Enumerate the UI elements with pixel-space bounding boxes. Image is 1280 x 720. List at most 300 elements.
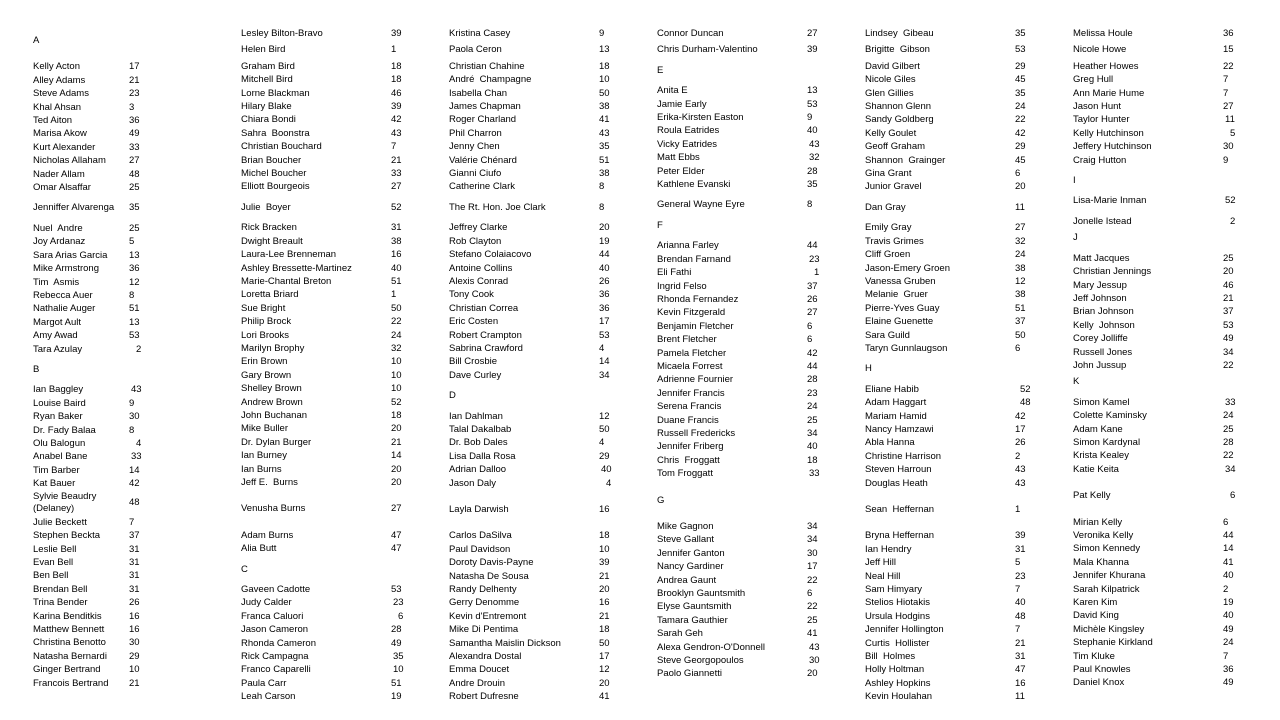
person-name: Jenny Chen bbox=[449, 141, 500, 153]
list-item bbox=[657, 533, 857, 546]
list-item bbox=[865, 302, 1065, 315]
list-item bbox=[241, 677, 441, 690]
entry-number: 22 bbox=[807, 601, 818, 613]
list-item bbox=[241, 201, 441, 214]
list-item bbox=[241, 113, 441, 126]
list-item bbox=[449, 262, 649, 275]
person-name: Glen Gillies bbox=[865, 87, 914, 99]
entry-number: 22 bbox=[391, 316, 402, 328]
entry-number: 39 bbox=[599, 557, 610, 569]
entry-number: 21 bbox=[129, 677, 140, 689]
entry-number: 43 bbox=[809, 641, 820, 653]
entry-number: 50 bbox=[391, 302, 402, 314]
person-name: Shannon Grainger bbox=[865, 154, 946, 166]
person-name: Steve Georgopoulos bbox=[657, 655, 744, 667]
list-item bbox=[449, 154, 649, 167]
list-item bbox=[657, 111, 857, 124]
person-name: Alexa Gendron-O'Donnell bbox=[657, 641, 765, 653]
person-name: David Gilbert bbox=[865, 60, 920, 72]
entry-number: 51 bbox=[1015, 302, 1026, 314]
list-item bbox=[1073, 140, 1273, 153]
entry-number: 40 bbox=[1223, 610, 1234, 622]
person-name: Dwight Breault bbox=[241, 235, 303, 247]
person-name: Brooklyn Gauntsmith bbox=[657, 588, 746, 600]
list-item bbox=[449, 355, 649, 368]
list-item bbox=[241, 140, 441, 153]
list-item bbox=[449, 450, 649, 463]
person-name: Holly Holtman bbox=[865, 664, 925, 676]
person-name: Tony Cook bbox=[449, 289, 494, 301]
person-name: Kelly Goulet bbox=[865, 127, 917, 139]
list-item bbox=[449, 201, 649, 214]
list-item bbox=[865, 463, 1065, 476]
entry-number: 5 bbox=[129, 236, 135, 248]
person-name: Simon Kamel bbox=[1073, 396, 1130, 408]
entry-number: 49 bbox=[1223, 333, 1234, 345]
list-item bbox=[657, 614, 857, 627]
entry-number: 19 bbox=[391, 691, 402, 703]
person-name: Ian Dahlman bbox=[449, 410, 503, 422]
person-name: Rick Bracken bbox=[241, 222, 297, 234]
person-name: Bryna Heffernan bbox=[865, 530, 935, 542]
list-item bbox=[33, 610, 233, 623]
entry-number: 6 bbox=[1015, 342, 1021, 354]
person-name: Serena Francis bbox=[657, 401, 722, 413]
list-item bbox=[657, 178, 857, 191]
entry-number: 38 bbox=[599, 168, 610, 180]
person-name: Marie-Chantal Breton bbox=[241, 275, 332, 287]
person-name: David King bbox=[1073, 610, 1119, 622]
entry-number: 1 bbox=[1015, 504, 1021, 515]
list-item bbox=[241, 342, 441, 355]
person-name: Brent Fletcher bbox=[657, 334, 717, 346]
person-name: Abla Hanna bbox=[865, 437, 915, 449]
person-name: Karina Benditkis bbox=[33, 610, 102, 622]
person-name: Ben Bell bbox=[33, 570, 69, 582]
person-name: Matt Jacques bbox=[1073, 252, 1130, 264]
person-name: Ian Burns bbox=[241, 463, 282, 475]
person-name: Lorne Blackman bbox=[241, 87, 310, 99]
entry-number: 25 bbox=[129, 222, 140, 234]
entry-number: 3 bbox=[129, 101, 135, 113]
person-name: Nicholas Allaham bbox=[33, 155, 106, 167]
entry-number: 12 bbox=[129, 276, 140, 288]
entry-number: 25 bbox=[129, 182, 140, 194]
person-name: Sue Bright bbox=[241, 302, 286, 314]
list-item bbox=[449, 43, 649, 56]
list-item bbox=[657, 373, 857, 386]
entry-number: 2 bbox=[1230, 215, 1236, 227]
list-item bbox=[241, 288, 441, 301]
list-item bbox=[865, 690, 1065, 703]
entry-number: 37 bbox=[1223, 306, 1234, 318]
entry-number: 20 bbox=[1015, 181, 1026, 193]
entry-number: 47 bbox=[1015, 664, 1026, 676]
person-name: Kevin Houlahan bbox=[865, 691, 933, 703]
entry-number: 26 bbox=[599, 275, 610, 287]
list-item bbox=[33, 87, 233, 100]
person-name: Daniel Knox bbox=[1073, 677, 1125, 689]
entry-number: 32 bbox=[809, 152, 820, 164]
person-name: Robert Crampton bbox=[449, 329, 522, 341]
entry-number: 50 bbox=[599, 87, 610, 99]
list-item bbox=[241, 409, 441, 422]
list-item bbox=[33, 424, 233, 437]
spacer bbox=[657, 57, 857, 64]
entry-number: 28 bbox=[807, 165, 818, 177]
list-item bbox=[33, 168, 233, 181]
section-letter: B bbox=[33, 363, 40, 375]
list-item bbox=[657, 320, 857, 333]
person-name: Francois Bertrand bbox=[33, 677, 109, 689]
list-item bbox=[657, 574, 857, 587]
list-item bbox=[33, 181, 233, 194]
person-name: Peter Elder bbox=[657, 165, 705, 177]
person-name: Tara Azulay bbox=[33, 343, 83, 355]
entry-number: 30 bbox=[129, 637, 140, 649]
list-item bbox=[241, 329, 441, 342]
list-item bbox=[33, 516, 233, 529]
person-name: Franca Caluori bbox=[241, 610, 304, 622]
list-item bbox=[241, 596, 441, 609]
list-item bbox=[865, 503, 1065, 516]
list-item bbox=[865, 248, 1065, 261]
list-item bbox=[449, 275, 649, 288]
entry-number: 37 bbox=[1015, 316, 1026, 328]
list-item bbox=[33, 316, 233, 329]
entry-number: 29 bbox=[1015, 141, 1026, 153]
entry-number: 44 bbox=[599, 249, 610, 261]
person-name: Evan Bell bbox=[33, 557, 74, 568]
entry-number: 36 bbox=[599, 289, 610, 301]
entry-number: 31 bbox=[129, 570, 140, 582]
person-name: Sylvie Beaudry (Delaney) bbox=[33, 490, 100, 515]
list-item bbox=[449, 302, 649, 315]
list-item bbox=[1073, 73, 1273, 86]
entry-number: 51 bbox=[599, 154, 610, 166]
entry-number: 16 bbox=[599, 504, 610, 515]
list-item bbox=[241, 436, 441, 449]
section-letter: A bbox=[33, 35, 40, 46]
entry-number: 37 bbox=[129, 530, 140, 542]
entry-number: 18 bbox=[391, 74, 402, 86]
spacer bbox=[1073, 187, 1273, 194]
list-item bbox=[241, 262, 441, 275]
list-item bbox=[1073, 292, 1273, 305]
person-name: Sara Guild bbox=[865, 329, 910, 341]
person-name: John Buchanan bbox=[241, 409, 308, 421]
list-item bbox=[865, 663, 1065, 676]
list-item bbox=[865, 154, 1065, 167]
list-item bbox=[241, 650, 441, 663]
person-name: Gaveen Cadotte bbox=[241, 584, 311, 596]
list-item bbox=[33, 464, 233, 477]
spacer bbox=[241, 489, 441, 502]
list-item bbox=[241, 127, 441, 140]
person-name: Leslie Bell bbox=[33, 543, 77, 555]
list-item bbox=[449, 663, 649, 676]
spacer bbox=[1073, 503, 1273, 516]
entry-number: 23 bbox=[807, 387, 818, 399]
person-name: Ian Hendry bbox=[865, 543, 912, 555]
person-name: Mike Di Pentima bbox=[449, 624, 519, 636]
person-name: Eric Costen bbox=[449, 316, 499, 328]
list-item bbox=[33, 141, 233, 154]
entry-number: 39 bbox=[391, 101, 402, 113]
entry-number: 21 bbox=[1015, 637, 1026, 649]
list-item bbox=[33, 201, 233, 214]
entry-number: 43 bbox=[809, 138, 820, 150]
person-name: Paula Carr bbox=[241, 677, 287, 689]
entry-number: 29 bbox=[599, 450, 610, 462]
person-name: Sarah Kilpatrick bbox=[1073, 583, 1140, 595]
list-item bbox=[657, 27, 857, 40]
entry-number: 27 bbox=[391, 503, 402, 515]
person-name: Paolo Giannetti bbox=[657, 668, 722, 680]
entry-number: 21 bbox=[599, 610, 610, 622]
list-item bbox=[1073, 609, 1273, 622]
person-name: Taylor Hunter bbox=[1073, 114, 1130, 126]
entry-number: 30 bbox=[809, 655, 820, 667]
person-name: Hilary Blake bbox=[241, 101, 292, 113]
person-name: Brendan Bell bbox=[33, 583, 88, 595]
person-name: Ted Aiton bbox=[33, 115, 73, 127]
list-item bbox=[241, 355, 441, 368]
list-item bbox=[657, 306, 857, 319]
person-name: Junior Gravel bbox=[865, 181, 922, 193]
entry-number: 42 bbox=[1015, 410, 1026, 422]
list-item bbox=[241, 154, 441, 167]
entry-number: 10 bbox=[391, 369, 402, 381]
list-item bbox=[33, 276, 233, 289]
person-name: Isabella Chan bbox=[449, 87, 508, 99]
list-item bbox=[33, 543, 233, 556]
person-name: Adrian Dalloo bbox=[449, 464, 507, 476]
person-name: Mike Armstrong bbox=[33, 263, 99, 275]
list-item bbox=[33, 650, 233, 663]
entry-number: 6 bbox=[398, 610, 404, 622]
list-item bbox=[1073, 569, 1273, 582]
person-name: Jeffrey Clarke bbox=[449, 222, 508, 234]
person-name: Michèle Kingsley bbox=[1073, 623, 1145, 635]
entry-number: 40 bbox=[807, 125, 818, 137]
entry-number: 24 bbox=[1015, 249, 1026, 261]
list-item bbox=[865, 127, 1065, 140]
entry-number: 7 bbox=[1223, 74, 1229, 86]
person-name: Leah Carson bbox=[241, 691, 296, 703]
entry-number: 7 bbox=[391, 141, 397, 153]
entry-number: 21 bbox=[391, 154, 402, 166]
entry-number: 48 bbox=[1020, 397, 1031, 409]
list-item bbox=[241, 529, 441, 542]
person-name: Brigitte Gibson bbox=[865, 44, 930, 56]
person-name: Elyse Gauntsmith bbox=[657, 601, 732, 613]
list-item bbox=[33, 249, 233, 262]
list-item bbox=[241, 542, 441, 555]
list-item bbox=[449, 180, 649, 193]
person-name: Michel Boucher bbox=[241, 168, 307, 180]
entry-number: 14 bbox=[599, 356, 610, 368]
entry-number: 11 bbox=[1015, 201, 1025, 213]
entry-number: 25 bbox=[807, 614, 818, 626]
person-name: Anita E bbox=[657, 85, 688, 97]
list-item bbox=[1073, 463, 1273, 476]
list-item bbox=[865, 583, 1065, 596]
person-name: Khal Ahsan bbox=[33, 101, 82, 113]
person-name: Jason Cameron bbox=[241, 624, 309, 636]
entry-number: 38 bbox=[391, 235, 402, 247]
list-item bbox=[865, 60, 1065, 73]
person-name: Benjamin Fletcher bbox=[657, 320, 734, 332]
entry-number: 35 bbox=[393, 651, 404, 663]
list-item bbox=[449, 596, 649, 609]
entry-number: 7 bbox=[1223, 650, 1229, 662]
list-item bbox=[865, 342, 1065, 355]
entry-number: 28 bbox=[807, 374, 818, 386]
list-item bbox=[865, 262, 1065, 275]
entry-number: 35 bbox=[129, 202, 140, 214]
person-name: Ingrid Felso bbox=[657, 280, 707, 292]
list-item bbox=[241, 690, 441, 703]
list-item bbox=[657, 165, 857, 178]
entry-number: 22 bbox=[1223, 60, 1234, 72]
entry-number: 25 bbox=[1223, 423, 1234, 435]
list-item bbox=[657, 293, 857, 306]
list-item bbox=[865, 623, 1065, 636]
list-item bbox=[33, 101, 233, 114]
list-item bbox=[1073, 215, 1273, 228]
entry-number: 18 bbox=[599, 530, 610, 542]
entry-number: 16 bbox=[129, 610, 140, 622]
person-name: Kathlene Evanski bbox=[657, 179, 731, 191]
person-name: Karen Kim bbox=[1073, 597, 1118, 609]
section-letter: H bbox=[865, 363, 872, 375]
list-item bbox=[241, 637, 441, 650]
entry-number: 45 bbox=[1015, 74, 1026, 86]
list-item bbox=[241, 180, 441, 193]
entry-number: 21 bbox=[599, 570, 610, 582]
entry-number: 36 bbox=[599, 302, 610, 314]
entry-number: 39 bbox=[391, 28, 402, 39]
entry-number: 2 bbox=[1223, 583, 1229, 595]
name-column-4 bbox=[657, 27, 857, 681]
list-item bbox=[449, 677, 649, 690]
list-item bbox=[865, 100, 1065, 113]
spacer bbox=[865, 355, 1065, 362]
list-item bbox=[33, 663, 233, 676]
entry-number: 41 bbox=[599, 691, 610, 703]
person-name: Carlos DaSilva bbox=[449, 530, 512, 542]
person-name: Ryan Baker bbox=[33, 411, 83, 423]
person-name: Christian Chahine bbox=[449, 60, 525, 72]
spacer bbox=[241, 194, 441, 201]
list-item bbox=[33, 450, 233, 463]
person-name: Tim Barber bbox=[33, 464, 80, 476]
list-item bbox=[865, 315, 1065, 328]
entry-number: 4 bbox=[136, 437, 142, 449]
person-name: Melanie Gruer bbox=[865, 289, 928, 301]
list-item bbox=[449, 623, 649, 636]
list-item bbox=[33, 569, 233, 582]
person-name: Dr. Dylan Burger bbox=[241, 436, 312, 448]
entry-number: 35 bbox=[599, 141, 610, 153]
person-name: Kurt Alexander bbox=[33, 141, 96, 153]
list-item bbox=[449, 140, 649, 153]
list-item bbox=[865, 529, 1065, 542]
entry-number: 34 bbox=[1225, 463, 1236, 475]
person-name: Emma Doucet bbox=[449, 664, 510, 676]
entry-number: 6 bbox=[1223, 516, 1229, 528]
list-item bbox=[865, 450, 1065, 463]
person-name: Nathalie Auger bbox=[33, 303, 96, 315]
entry-number: 11 bbox=[1015, 691, 1025, 703]
entry-number: 27 bbox=[1223, 101, 1234, 113]
entry-number: 40 bbox=[1223, 570, 1234, 582]
person-name: Mala Khanna bbox=[1073, 556, 1129, 568]
list-item bbox=[449, 127, 649, 140]
person-name: Erika-Kirsten Easton bbox=[657, 112, 744, 124]
person-name: Margot Ault bbox=[33, 316, 82, 328]
entry-number: 13 bbox=[807, 85, 818, 97]
list-item bbox=[657, 84, 857, 97]
person-name: Pat Kelly bbox=[1073, 490, 1111, 502]
person-name: Ginger Bertrand bbox=[33, 664, 101, 676]
entry-number: 46 bbox=[391, 87, 402, 99]
list-item bbox=[657, 667, 857, 680]
entry-number: 6 bbox=[1230, 490, 1236, 502]
entry-number: 52 bbox=[1225, 195, 1236, 207]
entry-number: 49 bbox=[391, 637, 402, 649]
list-item bbox=[657, 641, 857, 654]
person-name: Taryn Gunnlaugson bbox=[865, 342, 948, 354]
person-name: Kristina Casey bbox=[449, 28, 511, 39]
person-name: Neal Hill bbox=[865, 570, 901, 582]
person-name: Kevin d'Entremont bbox=[449, 610, 527, 622]
person-name: Steven Harroun bbox=[865, 464, 932, 476]
person-name: Russell Jones bbox=[1073, 346, 1133, 358]
list-item bbox=[657, 333, 857, 346]
list-item bbox=[865, 477, 1065, 490]
list-item bbox=[1073, 409, 1273, 422]
person-name: Nicole Howe bbox=[1073, 44, 1127, 56]
list-item bbox=[865, 235, 1065, 248]
person-name: Simon Kardynal bbox=[1073, 436, 1141, 448]
section-letter: K bbox=[1073, 376, 1080, 388]
person-name: Christian Correa bbox=[449, 302, 519, 314]
entry-number: 15 bbox=[1223, 44, 1234, 56]
person-name: Lori Brooks bbox=[241, 329, 290, 341]
person-name: Olu Balogun bbox=[33, 437, 86, 449]
person-name: Layla Darwish bbox=[449, 504, 509, 515]
entry-number: 7 bbox=[1015, 584, 1021, 596]
spacer bbox=[33, 47, 233, 60]
list-item bbox=[657, 43, 857, 56]
person-name: Loretta Briard bbox=[241, 289, 299, 301]
person-name: General Wayne Eyre bbox=[657, 199, 745, 211]
person-name: Micaela Forrest bbox=[657, 360, 723, 372]
person-name: Travis Grimes bbox=[865, 235, 924, 247]
person-name: Nancy Hamzawi bbox=[865, 423, 934, 435]
list-item bbox=[241, 315, 441, 328]
list-item bbox=[449, 60, 649, 73]
entry-number: 53 bbox=[391, 584, 402, 596]
person-name: Mike Buller bbox=[241, 423, 288, 435]
person-name: Arianna Farley bbox=[657, 240, 719, 252]
entry-number: 7 bbox=[129, 516, 135, 528]
entry-number: 27 bbox=[807, 28, 818, 39]
section-letter: E bbox=[657, 64, 664, 76]
entry-number: 5 bbox=[1230, 127, 1236, 139]
